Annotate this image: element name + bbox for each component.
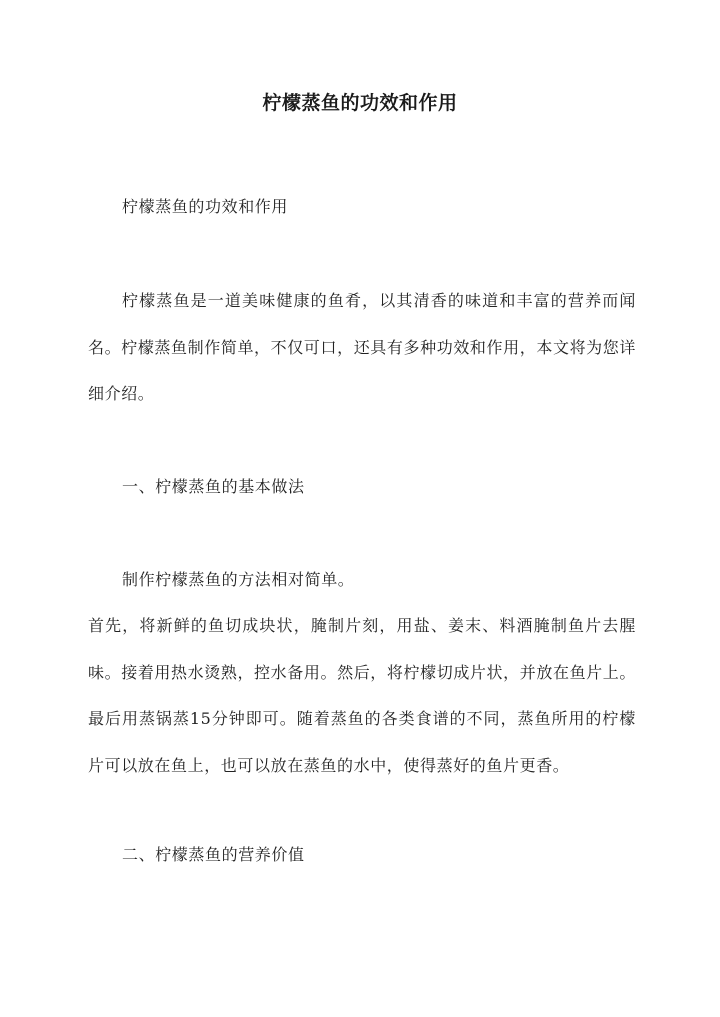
section-1-heading: 一、柠檬蒸鱼的基本做法 [122, 477, 305, 496]
document-subtitle: 柠檬蒸鱼的功效和作用 [122, 197, 289, 216]
section-1-lead: 制作柠檬蒸鱼的方法相对简单。 [122, 570, 355, 589]
intro-paragraph: 柠檬蒸鱼是一道美味健康的鱼肴，以其清香的味道和丰富的营养而闻名。柠檬蒸鱼制作简单，不仅可口，还具有多种功效和作用，本文将为您详细介绍。 [88, 291, 636, 403]
document-title: 柠檬蒸鱼的功效和作用 [262, 92, 458, 114]
section-2-heading: 二、柠檬蒸鱼的营养价值 [122, 845, 305, 864]
section-1-body: 首先，将新鲜的鱼切成块状，腌制片刻，用盐、姜末、料酒腌制鱼片去腥味。接着用热水烫熟，控水备用。然后，将柠檬切成片状，并放在鱼片上。最后用蒸锅蒸15分钟即可。随着蒸鱼的各类食谱的不同，蒸鱼所用的柠檬片可以放在鱼上，也可以放在蒸鱼的水中，使得蒸好的鱼片更香。 [88, 616, 636, 775]
